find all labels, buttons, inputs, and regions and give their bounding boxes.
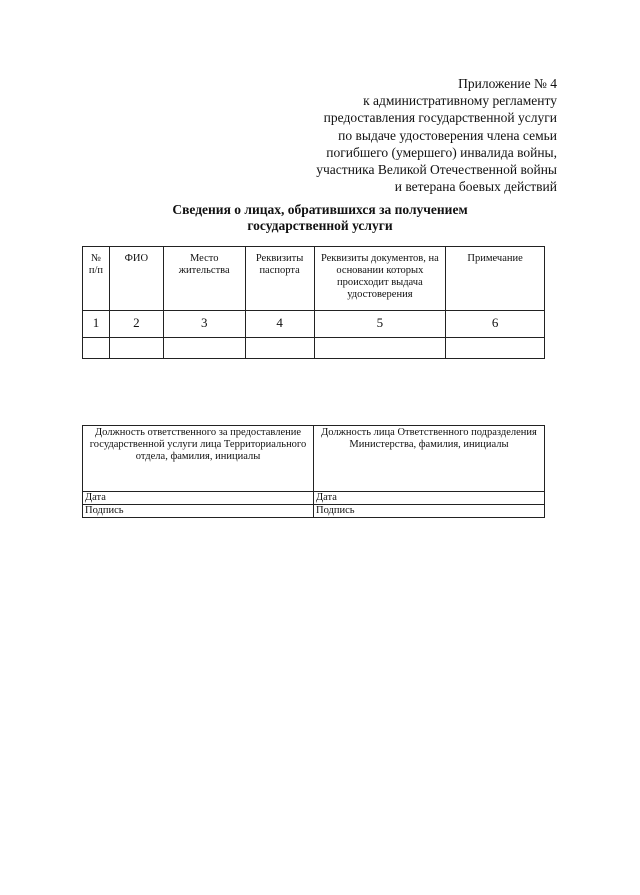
appendix-note bbox=[316, 75, 557, 195]
header-note: Примечание bbox=[446, 247, 545, 311]
signature-table bbox=[82, 425, 545, 518]
date-row bbox=[83, 492, 545, 505]
column-number: 4 bbox=[245, 311, 314, 338]
date-label: Дата bbox=[314, 492, 545, 505]
empty-cell bbox=[163, 338, 245, 359]
header-fio: ФИО bbox=[109, 247, 163, 311]
date-label: Дата bbox=[83, 492, 314, 505]
table-row bbox=[83, 338, 545, 359]
sign-label: Подпись bbox=[314, 505, 545, 518]
empty-cell bbox=[446, 338, 545, 359]
signature-row bbox=[83, 505, 545, 518]
applicants-table bbox=[82, 246, 545, 359]
appendix-line: погибшего (умершего) инвалида войны, bbox=[326, 144, 557, 160]
appendix-line: к административному регламенту bbox=[363, 93, 557, 109]
ministry-officer-heading: Должность лица Ответственного подразделения Министерства, фамилия, инициалы bbox=[314, 426, 545, 492]
signature-head-row bbox=[83, 426, 545, 492]
appendix-line: предоставления государственной услуги bbox=[323, 110, 557, 126]
header-number: № п/п bbox=[83, 247, 110, 311]
column-number: 6 bbox=[446, 311, 545, 338]
column-number: 2 bbox=[109, 311, 163, 338]
header-documents: Реквизиты документов, на основании которых происходит выдача удостоверения bbox=[314, 247, 446, 311]
header-residence: Место жительства bbox=[163, 247, 245, 311]
empty-cell bbox=[83, 338, 110, 359]
column-number: 5 bbox=[314, 311, 446, 338]
appendix-line: по выдаче удостоверения члена семьи bbox=[338, 127, 557, 143]
header-passport: Реквизиты паспорта bbox=[245, 247, 314, 311]
empty-cell bbox=[109, 338, 163, 359]
document-title bbox=[130, 202, 510, 234]
table-row bbox=[83, 311, 545, 338]
title-line-1: Сведения о лицах, обратившихся за получением bbox=[172, 202, 468, 217]
territorial-officer-heading: Должность ответственного за предоставление государственной услуги лица Территориального отдела, фамилия, инициалы bbox=[83, 426, 314, 492]
empty-cell bbox=[314, 338, 446, 359]
column-number: 3 bbox=[163, 311, 245, 338]
appendix-line: и ветерана боевых действий bbox=[394, 179, 557, 195]
title-line-2: государственной услуги bbox=[247, 218, 393, 233]
appendix-line: Приложение № 4 bbox=[458, 76, 557, 91]
appendix-line: участника Великой Отечественной войны bbox=[316, 162, 557, 178]
empty-cell bbox=[245, 338, 314, 359]
column-number: 1 bbox=[83, 311, 110, 338]
sign-label: Подпись bbox=[83, 505, 314, 518]
table-header-row bbox=[83, 247, 545, 311]
